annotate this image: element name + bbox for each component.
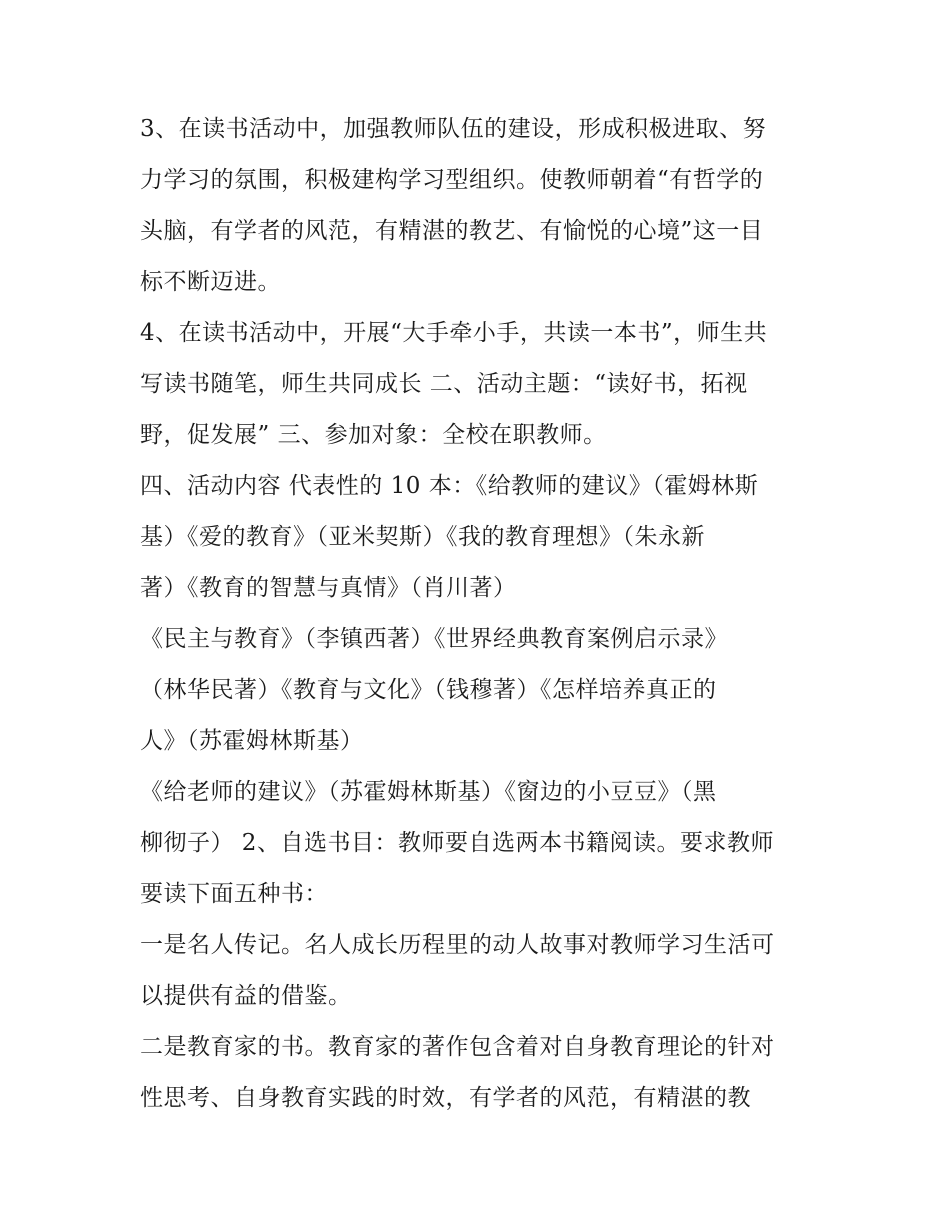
text-line: 4、在读书活动中，开展“大手牵小手，共读一本书”，师生共 — [140, 320, 768, 346]
text-line: 头脑，有学者的风范，有精湛的教艺、有愉悦的心境”这一目 — [140, 218, 764, 244]
text-line: 性思考、自身教育实践的时效，有学者的风范，有精湛的教 — [140, 1085, 751, 1111]
text-line: 力学习的氛围，积极建构学习型组织。使教师朝着“有哲学的 — [140, 167, 764, 193]
text-line: 标不断迈进。 — [140, 269, 281, 295]
text-line: 人》（苏霍姆林斯基） — [140, 728, 364, 754]
text-line: 以提供有益的借鉴。 — [140, 983, 352, 1009]
text-line: 《民主与教育》（李镇西著）《世界经典教育案例启示录》 — [140, 626, 728, 652]
text-line: 写读书随笔，师生共同成长 二、活动主题：“读好书，拓视 — [140, 371, 748, 397]
text-line: 野，促发展” 三、参加对象：全校在职教师。 — [140, 422, 607, 448]
document-body — [140, 104, 820, 1124]
text-line: 《给老师的建议》（苏霍姆林斯基）《窗边的小豆豆》（黑 — [140, 779, 717, 805]
text-line: （林华民著）《教育与文化》（钱穆著）《怎样培养真正的 — [140, 677, 717, 703]
text-line: 柳彻子） 2、自选书目：教师要自选两本书籍阅读。要求教师 — [140, 830, 774, 856]
text-line: 二是教育家的书。教育家的著作包含着对自身教育理论的针对 — [140, 1034, 775, 1060]
text-line: 一是名人传记。名人成长历程里的动人故事对教师学习生活可 — [140, 932, 775, 958]
text-line: 四、活动内容 代表性的 10 本：《给教师的建议》（霍姆林斯 — [140, 473, 759, 499]
text-line: 基）《爱的教育》（亚米契斯）《我的教育理想》（朱永新 — [140, 524, 705, 550]
text-line: 著）《教育的智慧与真情》（肖川著） — [140, 575, 517, 601]
text-line: 要读下面五种书： — [140, 881, 328, 907]
text-line: 3、在读书活动中，加强教师队伍的建设，形成积极进取、努 — [140, 116, 767, 142]
